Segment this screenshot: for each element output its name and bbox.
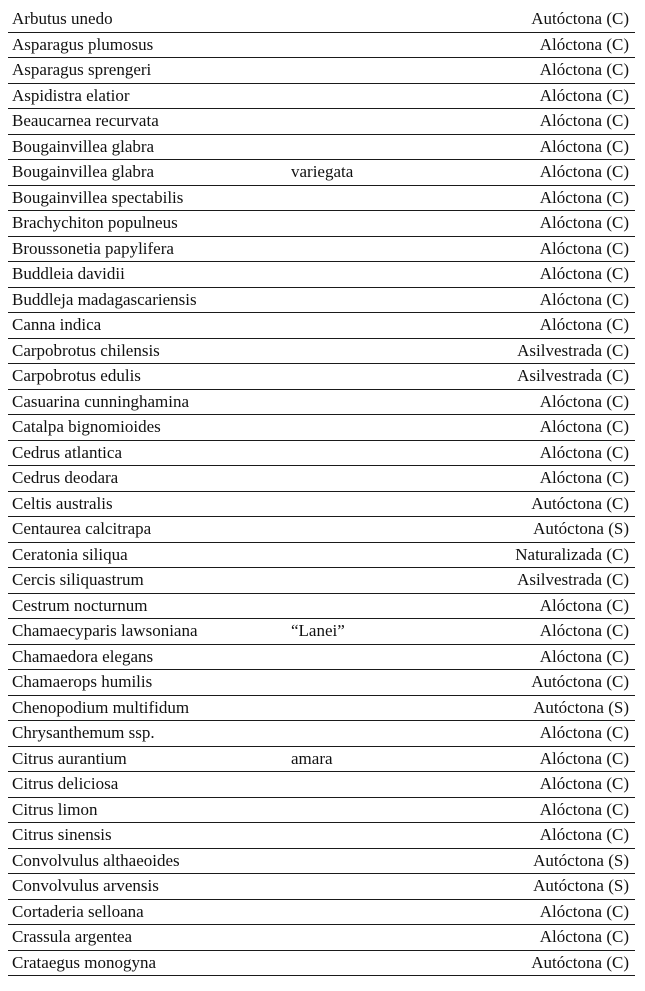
species-name: Ceratonia siliqua	[12, 544, 128, 564]
origin-status: Alóctona (C)	[539, 646, 629, 666]
origin-status: Alóctona (C)	[539, 34, 629, 54]
species-name: Chamaerops humilis	[12, 672, 153, 691]
species-name: Chamaedora elegans	[12, 646, 154, 666]
origin-status: Alóctona (C)	[539, 468, 629, 487]
species-name: Celtis australis	[12, 493, 113, 513]
table-row	[8, 900, 635, 926]
species-name: Aspidistra elatior	[12, 85, 130, 105]
origin-status: Alóctona (C)	[539, 417, 629, 436]
table-row	[8, 492, 635, 518]
origin-status: Autóctona (C)	[531, 672, 629, 691]
species-name: Cedrus atlantica	[12, 442, 122, 462]
origin-status: Alóctona (C)	[539, 85, 629, 105]
table-row	[8, 645, 635, 671]
origin-status: Autóctona (S)	[533, 850, 629, 870]
origin-status: Alóctona (C)	[539, 748, 629, 768]
origin-status: Alóctona (C)	[539, 187, 629, 207]
origin-status: Autóctona (S)	[533, 519, 629, 538]
species-name: Bougainvillea glabra	[12, 136, 155, 156]
origin-status: Asilvestrada (C)	[517, 366, 629, 385]
table-row	[8, 33, 635, 59]
table-row	[8, 135, 635, 161]
species-name: Citrus deliciosa	[12, 774, 119, 793]
origin-status: Alóctona (C)	[539, 927, 629, 946]
table-row	[8, 517, 635, 543]
origin-status: Alóctona (C)	[539, 111, 629, 130]
species-name: Carpobrotus edulis	[12, 366, 141, 385]
table-row	[8, 84, 635, 110]
table-row	[8, 211, 635, 237]
species-name: Carpobrotus chilensis	[12, 340, 160, 360]
table-row	[8, 747, 635, 773]
origin-status: Alóctona (C)	[539, 162, 629, 181]
species-name: Convolvulus arvensis	[12, 876, 159, 895]
species-variety: “Lanei”	[291, 621, 345, 640]
origin-status: Asilvestrada (C)	[517, 340, 629, 360]
table-row	[8, 441, 635, 467]
species-name: Canna indica	[12, 315, 102, 334]
species-variety: amara	[291, 748, 333, 768]
table-row	[8, 849, 635, 875]
origin-status: Autóctona (C)	[531, 952, 629, 972]
table-row	[8, 415, 635, 441]
table-row	[8, 568, 635, 594]
origin-status: Autóctona (S)	[533, 697, 629, 717]
species-name: Convolvulus althaeoides	[12, 850, 180, 870]
table-row	[8, 7, 635, 33]
species-name: Buddleia davidii	[12, 264, 125, 283]
origin-status: Alóctona (C)	[539, 315, 629, 334]
origin-status: Alóctona (C)	[539, 136, 629, 156]
origin-status: Alóctona (C)	[539, 60, 629, 79]
table-row	[8, 237, 635, 263]
origin-status: Asilvestrada (C)	[517, 570, 629, 589]
species-name: Arbutus unedo	[12, 9, 113, 28]
species-name: Brachychiton populneus	[12, 213, 178, 232]
table-row	[8, 670, 635, 696]
origin-status: Alóctona (C)	[539, 825, 629, 844]
table-row	[8, 594, 635, 620]
origin-status: Alóctona (C)	[539, 901, 629, 921]
species-name: Centaurea calcitrapa	[12, 519, 152, 538]
table-row	[8, 262, 635, 288]
table-row	[8, 696, 635, 722]
species-name: Asparagus sprengeri	[12, 60, 152, 79]
origin-status: Alóctona (C)	[539, 213, 629, 232]
species-name: Cedrus deodara	[12, 468, 119, 487]
origin-status: Alóctona (C)	[539, 723, 629, 742]
table-row	[8, 160, 635, 186]
species-table	[8, 7, 635, 976]
origin-status: Autóctona (S)	[533, 876, 629, 895]
origin-status: Autóctona (C)	[531, 493, 629, 513]
species-name: Chenopodium multifidum	[12, 697, 190, 717]
table-row	[8, 313, 635, 339]
table-row	[8, 798, 635, 824]
table-row	[8, 823, 635, 849]
origin-status: Alóctona (C)	[539, 289, 629, 309]
table-row	[8, 364, 635, 390]
species-name: Buddleja madagascariensis	[12, 289, 197, 309]
table-row	[8, 951, 635, 977]
species-name: Bougainvillea spectabilis	[12, 187, 184, 207]
species-name: Citrus sinensis	[12, 825, 112, 844]
origin-status: Alóctona (C)	[539, 391, 629, 411]
species-name: Casuarina cunninghamina	[12, 391, 190, 411]
origin-status: Naturalizada (C)	[515, 544, 629, 564]
species-name: Cercis siliquastrum	[12, 570, 144, 589]
species-name: Beaucarnea recurvata	[12, 111, 159, 130]
species-name: Citrus aurantium	[12, 748, 127, 768]
origin-status: Alóctona (C)	[539, 238, 629, 258]
species-name: Bougainvillea glabra	[12, 162, 155, 181]
table-row	[8, 288, 635, 314]
species-name: Broussonetia papylifera	[12, 238, 174, 258]
table-row	[8, 390, 635, 416]
table-row	[8, 925, 635, 951]
species-name: Catalpa bignomioides	[12, 417, 161, 436]
origin-status: Alóctona (C)	[539, 442, 629, 462]
species-name: Crataegus monogyna	[12, 952, 156, 972]
species-name: Cestrum nocturnum	[12, 595, 148, 615]
table-row	[8, 466, 635, 492]
table-row	[8, 619, 635, 645]
species-name: Citrus limon	[12, 799, 98, 819]
origin-status: Autóctona (C)	[531, 9, 629, 28]
table-row	[8, 543, 635, 569]
table-row	[8, 186, 635, 212]
species-name: Cortaderia selloana	[12, 901, 144, 921]
species-name: Crassula argentea	[12, 927, 133, 946]
origin-status: Alóctona (C)	[539, 799, 629, 819]
origin-status: Alóctona (C)	[539, 774, 629, 793]
origin-status: Alóctona (C)	[539, 595, 629, 615]
table-row	[8, 772, 635, 798]
table-row	[8, 339, 635, 365]
table-row	[8, 109, 635, 135]
origin-status: Alóctona (C)	[539, 264, 629, 283]
species-name: Chamaecyparis lawsoniana	[12, 621, 198, 640]
species-variety: variegata	[291, 162, 354, 181]
table-row	[8, 874, 635, 900]
table-row	[8, 721, 635, 747]
origin-status: Alóctona (C)	[539, 621, 629, 640]
species-name: Asparagus plumosus	[12, 34, 154, 54]
table-row	[8, 58, 635, 84]
species-name: Chrysanthemum ssp.	[12, 723, 155, 742]
